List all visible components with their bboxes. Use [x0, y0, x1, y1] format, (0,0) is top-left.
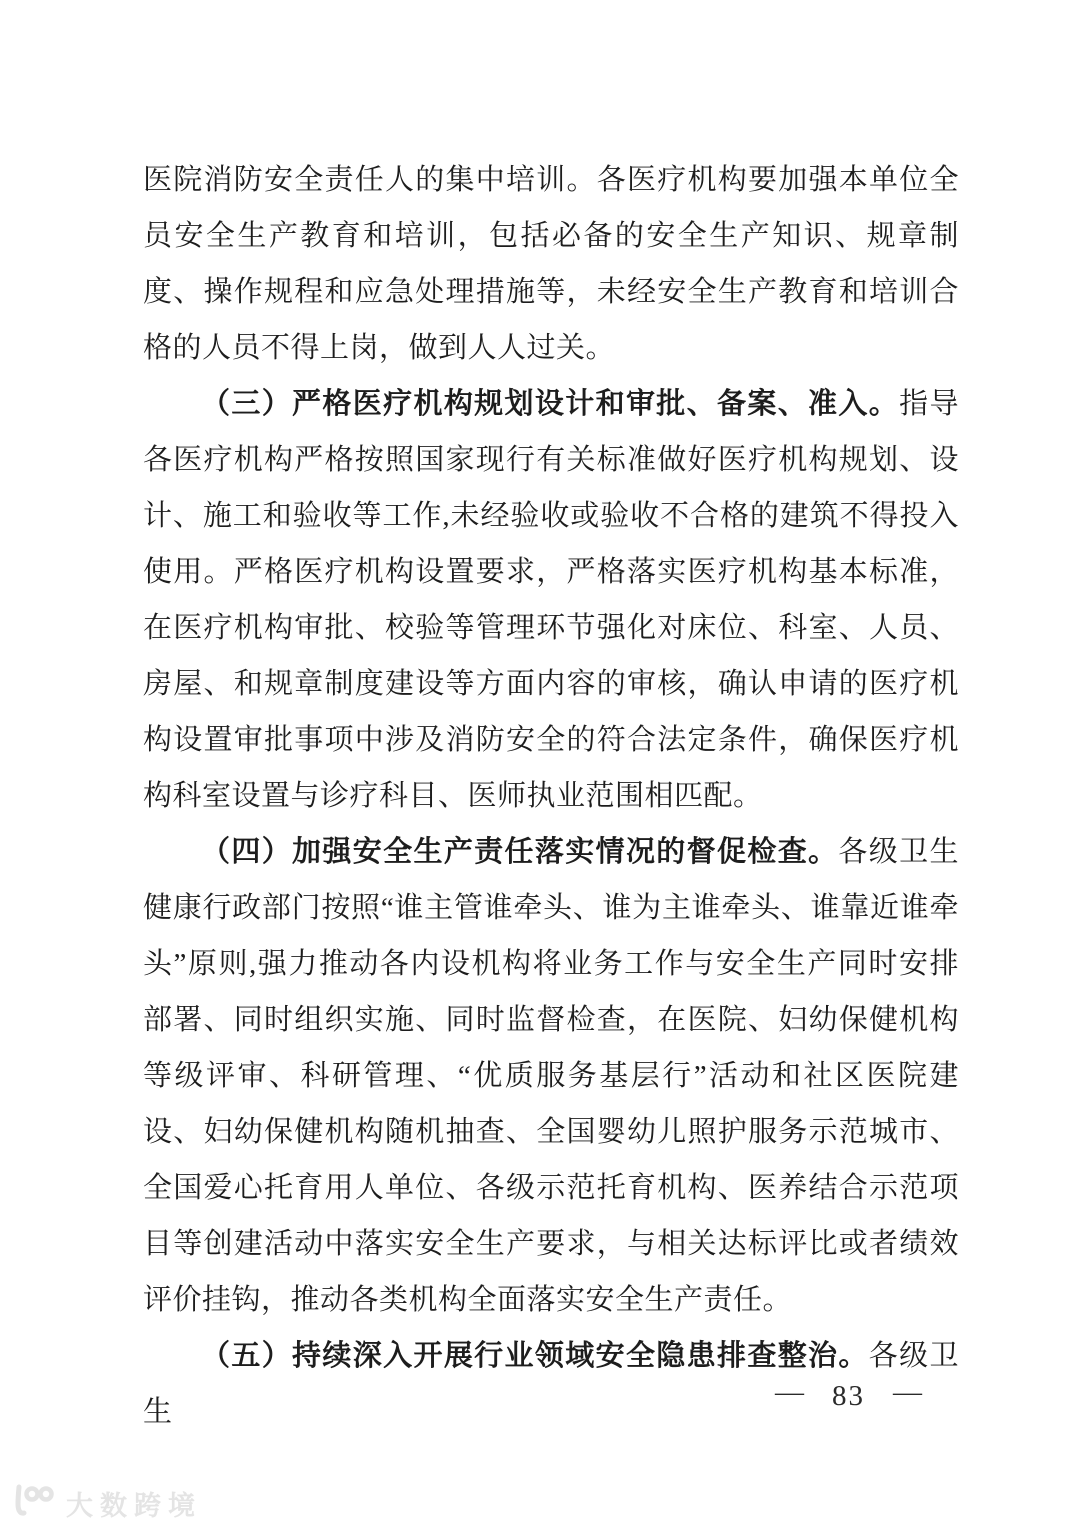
page-number-right-dash: —	[893, 1376, 922, 1408]
paragraph-heading: （四）加强安全生产责任落实情况的督促检查。	[201, 836, 839, 868]
paragraph-heading: （五）持续深入开展行业领域安全隐患排查整治。	[201, 1340, 869, 1372]
paragraph-heading: （三）严格医疗机构规划设计和审批、备案、准入。	[201, 388, 900, 420]
watermark	[10, 1484, 202, 1523]
brand-logo-icon	[10, 1484, 56, 1523]
paragraph-text: 各级卫生	[143, 1340, 959, 1428]
paragraph-text: 指导各医疗机构严格按照国家现行有关标准做好医疗机构规划、设计、施工和验收等工作,未经验收或验收不合格的建筑不得投入使用。严格医疗机构设置要求，严格落实医疗机构基本标准，在医疗机构审批、校验等管理环节强化对床位、科室、人员、房屋、和规章制度建设等方面内容的审核，确认申请的医疗机构设置审批事项中涉及消防安全的符合法定条件，确保医疗机构科室设置与诊疗科目、医师执业范围相匹配。	[143, 388, 959, 812]
paragraph	[143, 376, 959, 824]
paragraph	[143, 152, 959, 376]
brand-name: 大数跨境	[66, 1491, 202, 1521]
page-number-value: 83	[832, 1380, 865, 1412]
page-number	[775, 1374, 922, 1418]
paragraph	[143, 824, 959, 1328]
page-number-left-dash: —	[775, 1376, 804, 1408]
paragraph-text: 医院消防安全责任人的集中培训。各医疗机构要加强本单位全员安全生产教育和培训，包括必备的安全生产知识、规章制度、操作规程和应急处理措施等，未经安全生产教育和培训合格的人员不得上岗，做到人人过关。	[143, 164, 959, 364]
paragraph-text: 各级卫生健康行政部门按照“谁主管谁牵头、谁为主谁牵头、谁靠近谁牵头”原则,强力推动各内设机构将业务工作与安全生产同时安排部署、同时组织实施、同时监督检查，在医院、妇幼保健机构等级评审、科研管理、“优质服务基层行”活动和社区医院建设、妇幼保健机构随机抽查、全国婴幼儿照护服务示范城市、全国爱心托育用人单位、各级示范托育机构、医养结合示范项目等创建活动中落实安全生产要求，与相关达标评比或者绩效评价挂钩，推动各类机构全面落实安全生产责任。	[143, 836, 959, 1316]
document-text-block	[143, 152, 959, 1440]
